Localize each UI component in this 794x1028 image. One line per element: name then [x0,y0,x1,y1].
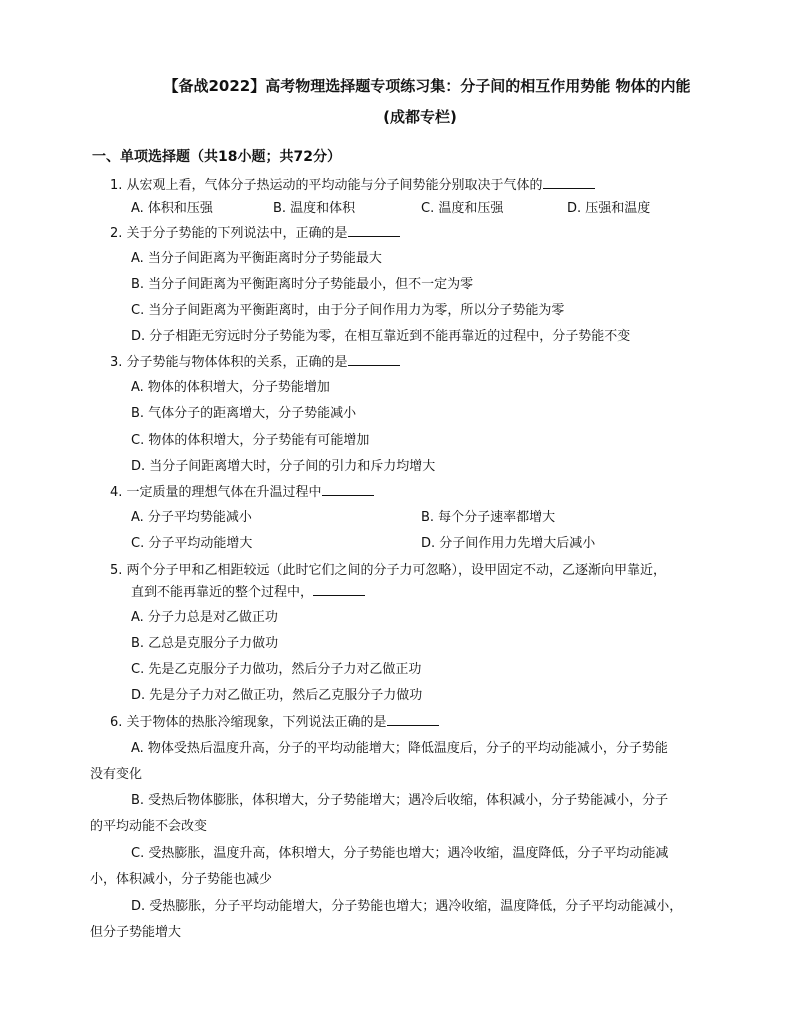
option-6c: C. 受热膨胀，温度升高，体积增大，分子势能也增大；遇冷收缩，温度降低，分子平均动能减 [131,846,669,861]
answer-blank [543,176,595,189]
document-title: 【备战2022】高考物理选择题专项练习集：分子间的相互作用势能 物体的内能 [163,77,691,95]
option-6d: D. 受热膨胀，分子平均动能增大，分子势能也增大；遇冷收缩，温度降低，分子平均动能减小， [131,899,683,914]
option-1a: A. 体积和压强 [131,201,213,216]
option-2c: C. 当分子间距离为平衡距离时，由于分子间作用力为零，所以分子势能为零 [131,303,565,318]
option-3c: C. 物体的体积增大，分子势能有可能增加 [131,433,370,448]
option-1b: B. 温度和体积 [273,201,356,216]
question-5-line1: 5. 两个分子甲和乙相距较远（此时它们之间的分子力可忽略），设甲固定不动，乙逐渐向甲靠近， [110,563,667,578]
option-1c: C. 温度和压强 [421,201,504,216]
question-5-line2: 直到不能再靠近的整个过程中， [131,581,365,600]
answer-blank [348,353,400,366]
answer-blank [313,583,365,596]
option-4d: D. 分子间作用力先增大后减小 [421,536,596,551]
option-6a: A. 物体受热后温度升高，分子的平均动能增大；降低温度后，分子的平均动能减小，分子势能 [131,741,668,756]
option-3a: A. 物体的体积增大，分子势能增加 [131,380,330,395]
option-2b: B. 当分子间距离为平衡距离时分子势能最小，但不一定为零 [131,277,474,292]
section-heading: 一、单项选择题（共18小题；共72分） [92,149,341,165]
option-4a: A. 分子平均势能减小 [131,510,252,525]
question-4: 4. 一定质量的理想气体在升温过程中 [110,481,374,500]
option-3d: D. 当分子间距离增大时，分子间的引力和斥力均增大 [131,459,436,474]
option-6d-cont: 但分子势能增大 [90,925,182,940]
option-3b: B. 气体分子的距离增大，分子势能减小 [131,406,357,421]
option-2a: A. 当分子间距离为平衡距离时分子势能最大 [131,251,382,266]
option-5b: B. 乙总是克服分子力做功 [131,636,279,651]
option-6b: B. 受热后物体膨胀，体积增大，分子势能增大；遇冷后收缩，体积减小，分子势能减小，分子 [131,793,669,808]
option-6a-cont: 没有变化 [90,767,143,782]
option-6c-cont: 小，体积减小，分子势能也减少 [90,872,273,887]
question-2: 2. 关于分子势能的下列说法中，正确的是 [110,222,400,241]
option-1d: D. 压强和温度 [567,201,651,216]
option-5c: C. 先是乙克服分子力做功，然后分子力对乙做正功 [131,662,422,677]
option-2d: D. 分子相距无穷远时分子势能为零，在相互靠近到不能再靠近的过程中，分子势能不变 [131,329,631,344]
question-6: 6. 关于物体的热胀冷缩现象，下列说法正确的是 [110,711,439,730]
question-3: 3. 分子势能与物体体积的关系，正确的是 [110,351,400,370]
option-6b-cont: 的平均动能不会改变 [90,819,208,834]
question-1: 1. 从宏观上看，气体分子热运动的平均动能与分子间势能分别取决于气体的 [110,174,595,193]
document-subtitle: (成都专栏) [383,108,457,126]
answer-blank [348,224,400,237]
option-4c: C. 分子平均动能增大 [131,536,253,551]
answer-blank [387,713,439,726]
answer-blank [322,483,374,496]
option-5d: D. 先是分子力对乙做正功，然后乙克服分子力做功 [131,688,423,703]
option-5a: A. 分子力总是对乙做正功 [131,610,278,625]
option-4b: B. 每个分子速率都增大 [421,510,556,525]
